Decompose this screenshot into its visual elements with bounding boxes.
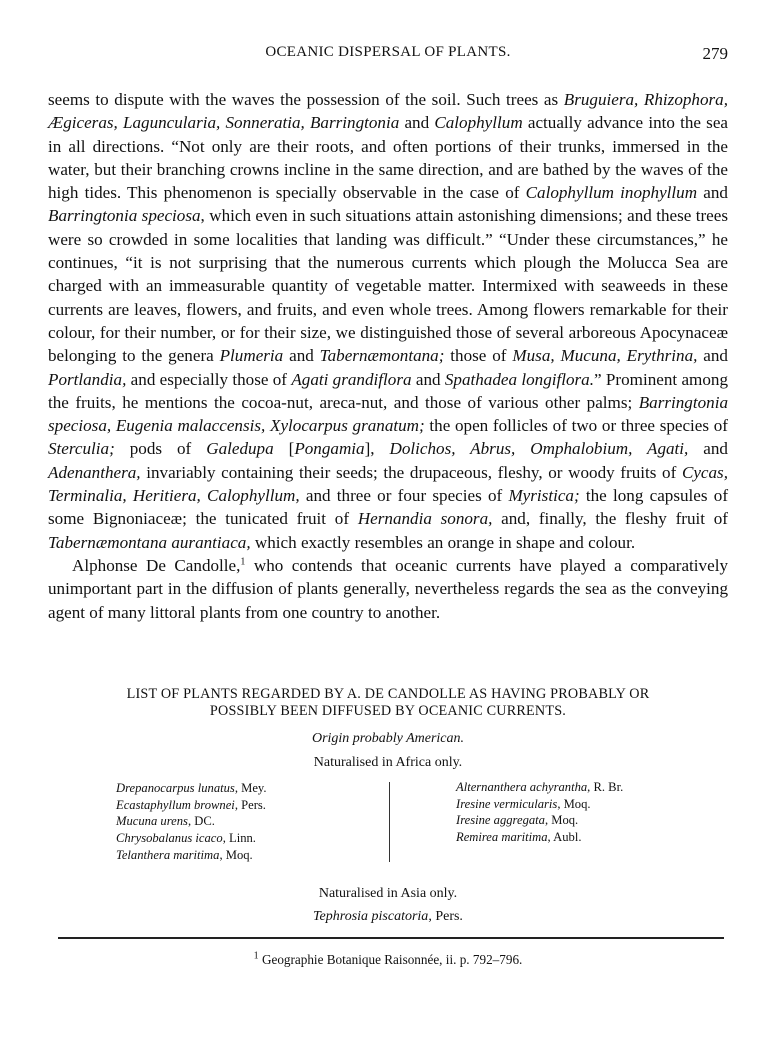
text-run: and [411,369,445,389]
plant-author: , Mey. [234,781,267,795]
text-run: and [283,346,320,366]
footnote-marker: 1 [253,950,259,962]
plant-name: Iresine aggregata [456,813,545,828]
genus-names: Dolichos, Abrus, Omphalobium, Agati, [389,439,689,459]
text-run: invariably containing their seeds; the drupaceous, fleshy, or woody fruits of [140,462,682,482]
plant-name: Alternanthera achyrantha [456,780,588,794]
africa-heading: Naturalised in Africa only. [313,755,463,770]
plant-author: , R. Br. [587,780,624,794]
list-heading-line: LIST OF PLANTS REGARDED BY A. DE CANDOLLE AS HAVING PROBABLY OR [126,686,650,702]
text-run: which exactly resembles an orange in shape and colour. [250,532,636,552]
page-header [48,44,728,70]
plant-author: , Pers. [428,909,463,924]
paragraph-2 [48,554,728,624]
plant-entry [116,830,267,847]
text-run: Alphonse De Candolle, [72,555,241,575]
footnote [48,952,728,968]
plant-entry [116,847,267,864]
origin-heading: Origin probably American. [311,731,465,746]
plant-name: Ecastaphyllum brownei [116,797,235,812]
genus-names: Musa, Mucuna, Erythrina, [512,346,698,366]
species-name: Calophyllum inophyllum [525,183,698,203]
plant-name: Remirea maritima [456,830,548,845]
footnote-text: Geographie Botanique Raisonnée, ii. p. 792–796. [258,952,523,967]
plant-entry [456,829,623,846]
plant-entry [456,796,623,813]
text-run: and [399,113,435,133]
plant-name: Mucuna urens [116,814,188,829]
plant-author: , Moq. [219,847,253,862]
plant-name: Chrysobalanus icaco [116,831,223,846]
footnote-rule [58,937,724,939]
plant-list-left [116,780,267,864]
plant-name: Tephrosia piscatoria [313,909,429,924]
plant-author: , Moq. [544,813,579,828]
genus-name: Adenanthera, [48,462,141,482]
text-run: and especially those of [126,369,292,389]
plant-name: Drepanocarpus lunatus [116,781,235,795]
text-run: actually advance into the sea in all directions. “Not only are their roots, and often portions of their trunks, immersed in the water, but their branching crowns incline in the same direction, and are bathed by the waves of the high tides. This phenomenon is specially observable in the case of [48,113,729,203]
plant-entry [116,813,267,830]
species-name: Hernandia sonora, [357,509,493,529]
list-heading-line: POSSIBLY BEEN DIFFUSED BY OCEANIC CURRENTS. [209,703,567,719]
column-divider [389,782,390,862]
plant-author: , Moq. [557,796,591,811]
genus-name: Sterculia; [48,439,115,459]
text-run: and, finally, the fleshy fruit of [492,509,728,529]
plant-author: , Pers. [234,797,266,812]
text-run: who contends that oceanic currents have played a comparatively unimportant part in the diffusion of plants generally, nevertheless regards the sea as the conveying agent of many littoral plants from one country to another. [48,555,728,622]
running-title: OCEANIC DISPERSAL OF PLANTS. [265,44,511,60]
text-run: the open follicles of two or three species of [424,416,728,436]
plant-author: , DC. [187,814,215,829]
species-name: Tabernæmontana aurantiaca, [48,532,251,552]
genus-name: Myristica; [508,486,580,506]
page-number: 279 [702,44,728,63]
text-run: ” Prominent among the fruits, he mentions the cocoa-nut, areca-nut, and those of various other palms; [48,369,728,412]
text-run: those of [444,346,513,366]
genus-name: Tabernæmontana; [319,346,445,366]
species-names: Barringtonia speciosa, Eugenia malaccensis, Xylocarpus granatum; [48,392,728,436]
plant-name: Iresine vermicularis [456,796,558,811]
plant-entry [456,779,623,796]
species-name: Barringtonia speciosa [48,206,201,226]
species-name: Agati grandiflora [291,369,412,389]
text-run: ], [364,439,390,459]
body-text [48,88,728,624]
species-name: Spathadea longiflora. [444,369,595,389]
genus-names: Bruguiera, Rhizophora, Ægiceras, Laguncularia, Sonneratia, Barringtonia [48,90,728,133]
genus-name: Plumeria [219,346,284,366]
text-run: and [688,439,728,459]
text-run: and [697,346,728,366]
plant-author: , Linn. [222,831,256,846]
genus-name: Portlandia, [48,369,127,389]
plant-name: Telanthera maritima [116,847,220,862]
text-run: the long capsules of some Bignoniaceæ; the tunicated fruit of [48,486,729,529]
genus-name: Calophyllum [434,113,523,133]
footnote-reference: 1 [240,556,246,568]
text-run: and three or four species of [299,486,509,506]
plant-entry [456,812,623,829]
plant-entry [116,780,267,797]
paragraph-1 [48,88,728,554]
text-run: , which even in such situations attain astonishing dimensions; and these trees were so crowded in some localities that landing was difficult.” “Under these circumstances,” he continues, “it is not surprising that the numerous currents which plough the Molucca Sea are charged with an immeasurable quantity of vegetable matter. Intermixed with seaweeds in these currents are leaves, flowers, and fruits, and even whole trees. Among flowers remarkable for their colour, for their number, or for their size, we distinguished those of several arboreous Apocynaceæ belonging to the genera [48,206,728,366]
text-run: seems to dispute with the waves the possession of the soil. Such trees as [48,90,564,109]
genus-names: Cycas, Terminalia, Heritiera, Calophyllum, [48,462,728,506]
text-run: and [697,183,728,203]
text-run: [ [273,439,295,459]
asia-heading: Naturalised in Asia only. [318,886,458,901]
genus-name: Pongamia [294,439,365,459]
plant-author: , Aubl. [547,830,582,845]
plant-entry [116,797,267,814]
text-run: pods of [114,439,207,459]
genus-name: Galedupa [206,439,274,459]
asia-plant-entry [48,909,728,925]
plant-list-right [456,779,623,846]
list-heading [48,686,728,720]
